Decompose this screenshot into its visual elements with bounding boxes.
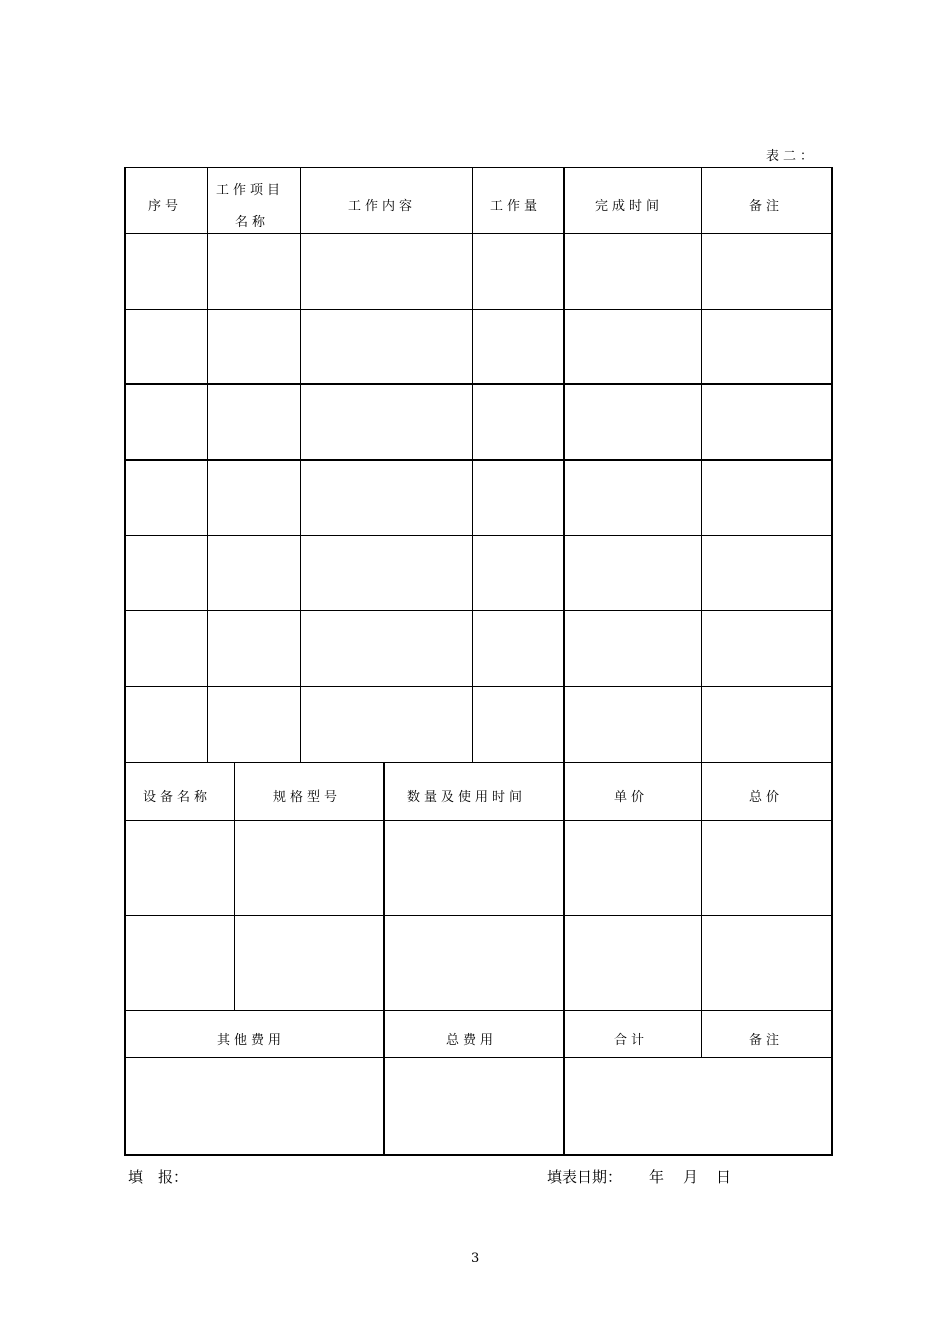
year-label: 年	[649, 1168, 665, 1186]
header-other-costs: 其他费用	[217, 1033, 286, 1048]
row-line	[124, 535, 833, 536]
table-note: 表二：	[766, 149, 818, 164]
table-border-top	[124, 167, 833, 168]
row-line	[124, 610, 833, 611]
table-border-left	[124, 167, 126, 1156]
header-total-price: 总价	[749, 790, 784, 805]
row-line	[124, 233, 833, 234]
header-work-content: 工作内容	[348, 199, 417, 214]
column-line	[701, 167, 702, 1058]
table-border-bottom	[124, 1154, 833, 1156]
header-unit-price: 单价	[614, 790, 649, 805]
row-line	[124, 1057, 833, 1058]
row-line	[124, 686, 833, 687]
column-line	[234, 762, 235, 1010]
column-line	[383, 762, 385, 1156]
row-line	[124, 762, 833, 763]
table-border-right	[831, 167, 833, 1156]
header-workload: 工作量	[490, 199, 542, 214]
column-line	[563, 167, 565, 1156]
day-label: 日	[716, 1168, 732, 1186]
row-line	[124, 383, 833, 385]
header-completion-time: 完成时间	[595, 199, 664, 214]
page-number: 3	[471, 1251, 480, 1266]
header-quantity-usage-time: 数量及使用时间	[407, 790, 527, 805]
row-line	[124, 820, 833, 821]
header-equipment-name: 设备名称	[143, 790, 212, 805]
header-notes: 备注	[749, 1033, 784, 1048]
month-label: 月	[683, 1168, 699, 1186]
header-sum: 合计	[614, 1033, 649, 1048]
header-total-costs: 总费用	[446, 1033, 498, 1048]
row-line	[124, 1010, 833, 1011]
header-serial-number: 序号	[148, 199, 183, 214]
column-line	[207, 167, 208, 762]
header-project-name-line1: 工作项目	[216, 183, 285, 198]
fill-date-label: 填表日期：	[547, 1168, 623, 1186]
header-remarks: 备注	[749, 199, 784, 214]
row-line	[124, 459, 833, 461]
header-project-name-line2: 名称	[235, 215, 270, 230]
row-line	[124, 309, 833, 310]
filler-label: 填 报：	[128, 1168, 189, 1186]
row-line	[124, 915, 833, 916]
column-line	[300, 167, 301, 762]
header-model-spec: 规格型号	[273, 790, 342, 805]
column-line	[472, 167, 473, 762]
